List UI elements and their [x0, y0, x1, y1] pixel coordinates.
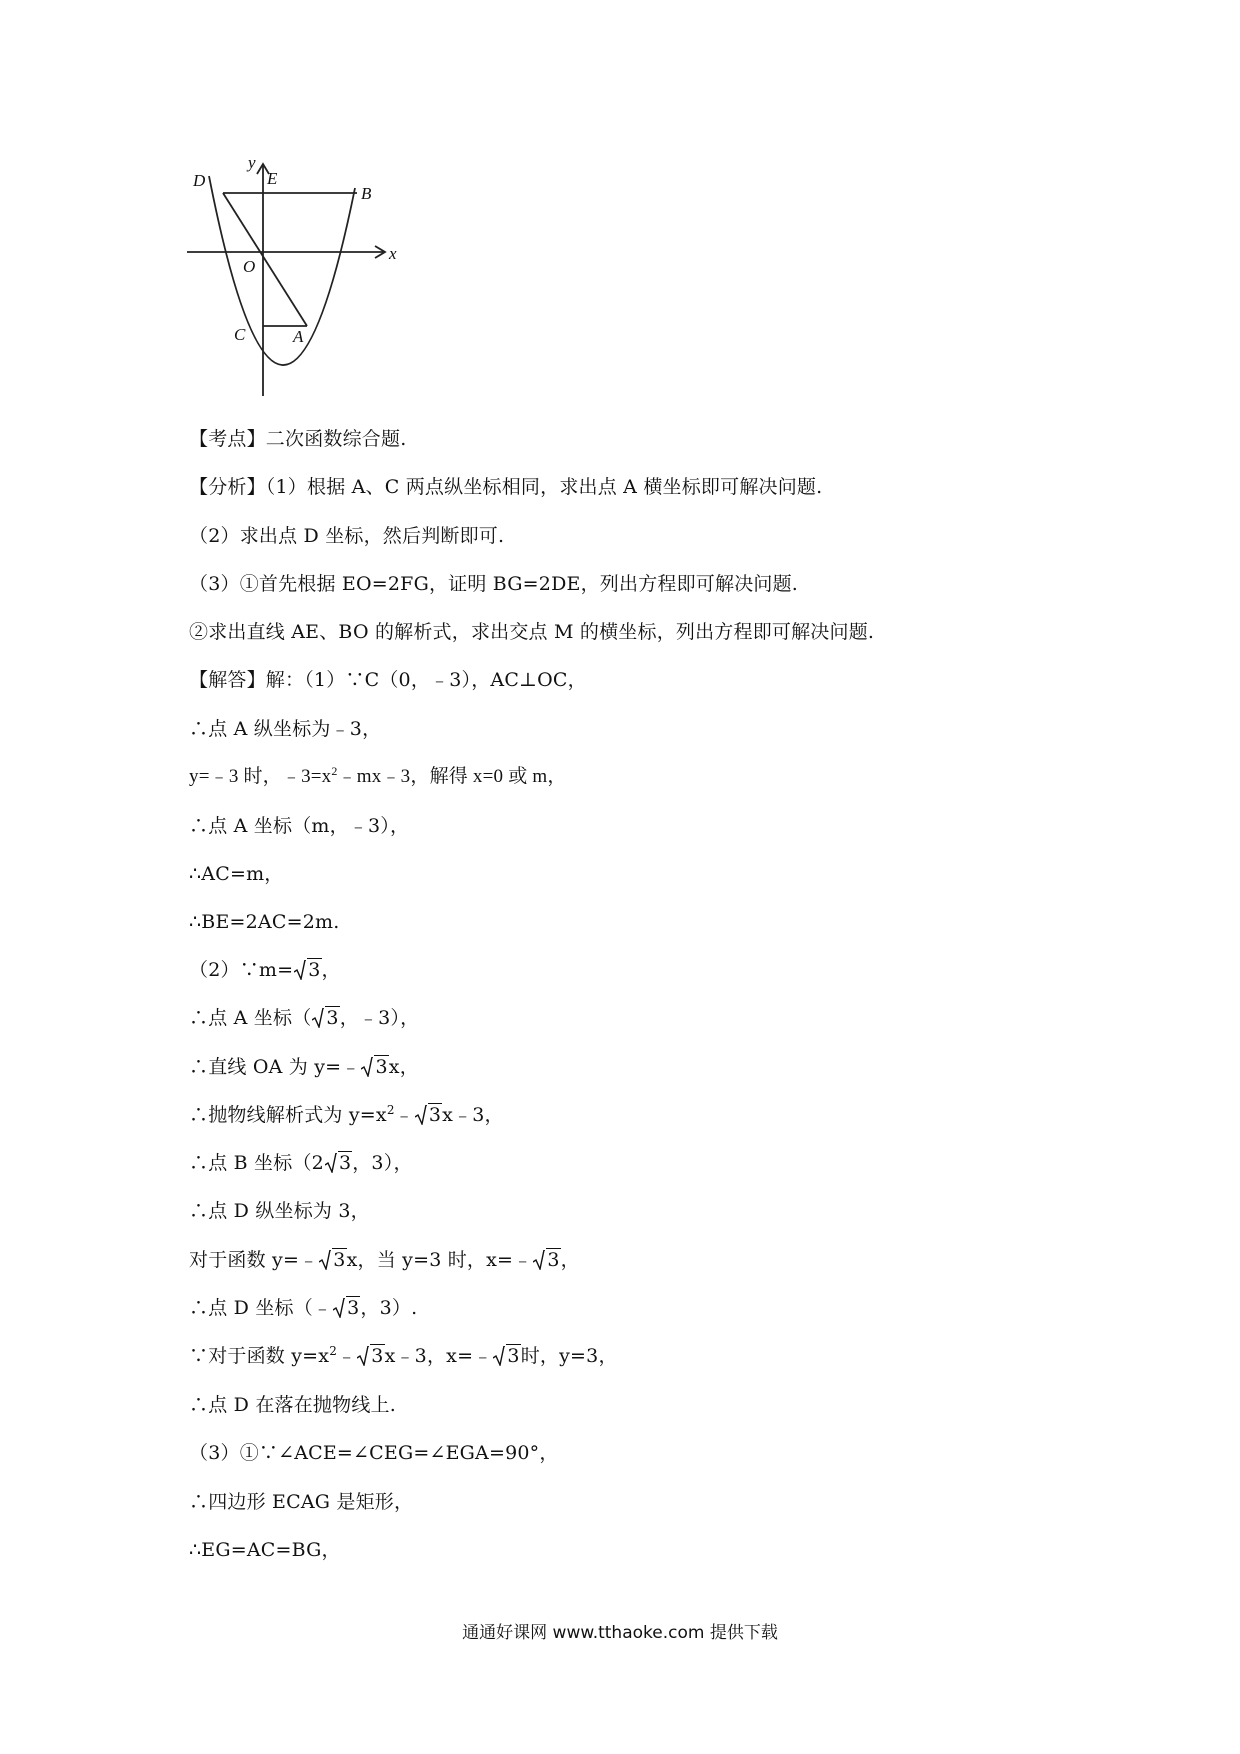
text-line: （3）①首先根据 EO=2FG，证明 BG=2DE，列出方程即可解决问题.: [189, 573, 799, 595]
label-e: E: [267, 169, 278, 188]
sqrt-symbol: 3: [333, 1296, 360, 1320]
label-d: D: [193, 171, 206, 190]
text-line: ∴点 D 纵坐标为 3，: [189, 1200, 370, 1222]
text-line: ∴点 A 坐标（ 3，﹣3），: [189, 1007, 420, 1029]
parabola-figure: [185, 158, 435, 398]
sqrt-symbol: 3: [294, 958, 321, 982]
page-footer: [0, 1618, 1240, 1643]
text-line: ∴EG=AC=BG，: [189, 1539, 341, 1561]
sqrt-symbol: 3: [312, 1006, 339, 1030]
text-line: 【分析】（1）根据 A、C 两点纵坐标相同，求出点 A 横坐标即可解决问题.: [189, 476, 823, 498]
text-line: y=﹣3 时，$﹣3=x^2﹣mx﹣3$，解得 x=0 或 m，: [189, 764, 567, 787]
text-line: （3）①∵∠ACE=∠CEG=∠EGA=90°，: [189, 1442, 559, 1464]
text-line: ∵对于函数 $y=x^2﹣$ 3x﹣3，x=﹣ 3时，y=3，: [189, 1344, 618, 1367]
sqrt-symbol: 3: [325, 1151, 352, 1175]
text-line: 【解答】解：（1）∵C（0，﹣3），AC⊥OC，: [189, 669, 587, 691]
text-line: ②求出直线 AE、BO 的解析式，求出交点 M 的横坐标，列出方程即可解决问题.: [189, 621, 875, 643]
text-line: ∴点 A 坐标（m，﹣3），: [189, 815, 410, 837]
text-line: ∴四边形 ECAG 是矩形，: [189, 1491, 414, 1513]
text-line: ∴点 A 纵坐标为﹣3，: [189, 718, 382, 740]
text-line: （2）求出点 D 坐标，然后判断即可.: [189, 525, 505, 547]
text-line: 对于函数 y=﹣ 3x，当 y=3 时，x=﹣ 3，: [189, 1249, 580, 1271]
text-line: （2）∵m= 3，: [189, 959, 341, 981]
segment-da: [223, 193, 307, 326]
footer-text: 通通好课网 www.tthaoke.com 提供下载: [462, 1623, 778, 1643]
parabola-diagram: [185, 158, 435, 398]
sqrt-symbol: 3: [493, 1344, 520, 1368]
text-line: ∴直线 OA 为 y=﹣ 3x，: [189, 1056, 419, 1078]
sqrt-symbol: 3: [415, 1103, 442, 1127]
sqrt-symbol: 3: [361, 1055, 388, 1079]
label-b: B: [361, 184, 372, 203]
label-c: C: [234, 325, 246, 344]
text-line: ∴点 B 坐标（2 3，3），: [189, 1152, 413, 1174]
text-line: ∴抛物线解析式为 $y=x^2﹣$ 3x﹣3，: [189, 1103, 504, 1126]
text-line: ∴点 D 在落在抛物线上.: [189, 1394, 396, 1416]
text-line: ∴AC=m，: [189, 863, 284, 885]
text-line: ∴BE=2AC=2m.: [189, 911, 340, 933]
text-line: 【考点】二次函数综合题.: [189, 428, 407, 450]
sqrt-symbol: 3: [533, 1248, 560, 1272]
sqrt-symbol: 3: [357, 1344, 384, 1368]
label-y: y: [248, 158, 256, 172]
label-x: x: [389, 244, 397, 263]
text-line: ∴点 D 坐标（﹣ 3，3）.: [189, 1297, 418, 1319]
label-o: O: [243, 257, 256, 276]
label-a: A: [293, 327, 304, 346]
sqrt-symbol: 3: [319, 1248, 346, 1272]
